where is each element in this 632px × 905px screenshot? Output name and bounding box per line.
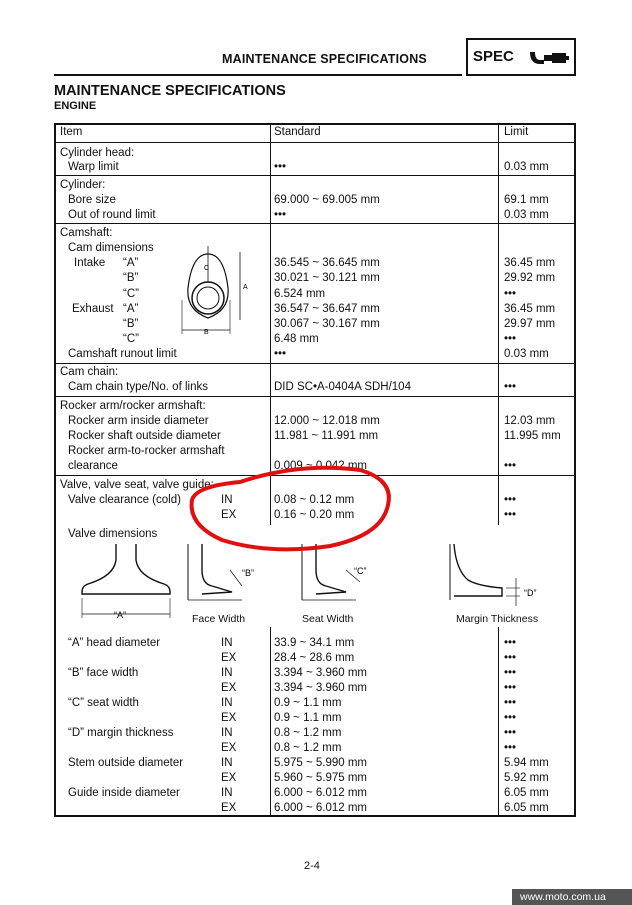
row-standard-value: 69.000 ~ 69.005 mm xyxy=(274,194,380,206)
row-limit-value: ••• xyxy=(504,460,517,472)
row-item-label: Camshaft runout limit xyxy=(68,348,177,360)
row-in-ex-label: EX xyxy=(221,742,237,754)
face-width-label: Face Width xyxy=(192,613,246,625)
row-in-ex-label: IN xyxy=(221,494,233,506)
row-standard-value: 5.975 ~ 5.990 mm xyxy=(274,757,368,769)
row-in-ex-label: EX xyxy=(221,652,237,664)
row-item-label: Cam dimensions xyxy=(68,242,154,254)
cam-label-c: C xyxy=(204,265,210,272)
page-number: 2-4 xyxy=(304,860,320,872)
row-divider xyxy=(56,475,574,476)
row-in-ex-label: EX xyxy=(221,802,237,814)
header-rule xyxy=(54,74,462,76)
row-item-label: “D” margin thickness xyxy=(68,727,174,739)
cam-lobe-diagram xyxy=(178,240,258,340)
watermark-text: www.moto.com.ua xyxy=(520,891,606,903)
row-limit-value: ••• xyxy=(504,333,517,345)
row-item-label: Warp limit xyxy=(68,161,119,173)
row-standard-value: 6.524 mm xyxy=(274,288,326,300)
row-limit-value: ••• xyxy=(504,652,517,664)
row-in-ex-label: EX xyxy=(221,772,237,784)
row-divider xyxy=(56,142,574,143)
row-standard-value: 0.9 ~ 1.1 mm xyxy=(274,697,342,709)
column-header-standard: Standard xyxy=(274,126,321,138)
row-limit-value: 5.94 mm xyxy=(504,757,549,769)
column-header-item: Item xyxy=(60,126,83,138)
row-item-label: Guide inside diameter xyxy=(68,787,180,799)
row-limit-value: ••• xyxy=(504,667,517,679)
row-dimension-label: “A” xyxy=(123,303,139,315)
row-in-ex-label: EX xyxy=(221,682,237,694)
row-item-label: Cam chain: xyxy=(60,366,119,378)
valve-label-b: “B” xyxy=(242,568,254,578)
row-limit-value: 12.03 mm xyxy=(504,415,556,427)
row-standard-value: 30.021 ~ 30.121 mm xyxy=(274,272,380,284)
valve-label-a: “A” xyxy=(114,610,126,620)
row-item-label: Valve, valve seat, valve guide: xyxy=(60,479,214,491)
row-limit-value: ••• xyxy=(504,494,517,506)
row-limit-value: ••• xyxy=(504,727,517,739)
valve-label-d: “D” xyxy=(524,588,537,598)
row-item-label: Out of round limit xyxy=(68,209,156,221)
header-title: MAINTENANCE SPECIFICATIONS xyxy=(222,52,427,66)
row-limit-value: 0.03 mm xyxy=(504,209,549,221)
margin-thickness-diagram xyxy=(444,540,554,610)
row-standard-value: 36.545 ~ 36.645 mm xyxy=(274,257,380,269)
col-divider-2 xyxy=(498,125,499,815)
row-standard-value: 3.394 ~ 3.960 mm xyxy=(274,682,368,694)
row-dimension-label: “A” xyxy=(123,257,139,269)
row-item-label: “B” face width xyxy=(68,667,139,679)
row-divider xyxy=(56,175,574,176)
row-item-label: Rocker arm inside diameter xyxy=(68,415,209,427)
row-limit-value: ••• xyxy=(504,712,517,724)
row-in-ex-label: EX xyxy=(221,712,237,724)
micrometer-icon xyxy=(528,48,570,68)
column-header-limit: Limit xyxy=(504,126,529,138)
row-standard-value: 0.08 ~ 0.12 mm xyxy=(274,494,355,506)
valve-label-c: “C” xyxy=(354,566,367,576)
row-limit-value: 6.05 mm xyxy=(504,802,549,814)
page-title: MAINTENANCE SPECIFICATIONS xyxy=(54,83,286,99)
col-divider-1 xyxy=(270,125,271,815)
row-standard-value: 11.981 ~ 11.991 mm xyxy=(274,430,379,442)
row-item-label: Intake xyxy=(74,257,106,269)
row-limit-value: 69.1 mm xyxy=(504,194,549,206)
row-in-ex-label: IN xyxy=(221,727,233,739)
face-width-diagram xyxy=(182,540,272,610)
row-item-label: clearance xyxy=(68,460,118,472)
row-standard-value: 6.000 ~ 6.012 mm xyxy=(274,787,368,799)
row-limit-value: ••• xyxy=(504,637,517,649)
row-standard-value: 6.48 mm xyxy=(274,333,319,345)
cam-label-b: B xyxy=(204,329,209,336)
row-item-label: “A” head diameter xyxy=(68,637,161,649)
row-standard-value: 0.16 ~ 0.20 mm xyxy=(274,509,355,521)
spec-badge-label: SPEC xyxy=(473,48,514,65)
row-dimension-label: “B” xyxy=(123,272,139,284)
row-item-label: Rocker shaft outside diameter xyxy=(68,430,221,442)
row-item-label: Rocker arm/rocker armshaft: xyxy=(60,400,206,412)
row-in-ex-label: IN xyxy=(221,787,233,799)
row-in-ex-label: EX xyxy=(221,509,237,521)
row-limit-value: ••• xyxy=(504,742,517,754)
cam-label-a: A xyxy=(243,284,248,291)
row-in-ex-label: IN xyxy=(221,637,233,649)
row-limit-value: ••• xyxy=(504,682,517,694)
row-divider xyxy=(56,396,574,397)
row-limit-value: 0.03 mm xyxy=(504,348,549,360)
seat-width-diagram xyxy=(296,540,386,610)
row-divider xyxy=(56,223,574,224)
section-title: ENGINE xyxy=(54,100,97,112)
row-standard-value: ••• xyxy=(274,161,287,173)
row-item-label: Valve dimensions xyxy=(68,528,158,540)
row-item-label: Exhaust xyxy=(72,303,114,315)
row-standard-value: ••• xyxy=(274,209,287,221)
row-standard-value: ••• xyxy=(274,348,287,360)
row-standard-value: 0.8 ~ 1.2 mm xyxy=(274,742,342,754)
row-standard-value: 28.4 ~ 28.6 mm xyxy=(274,652,355,664)
row-item-label: Cam chain type/No. of links xyxy=(68,381,208,393)
row-standard-value: 0.9 ~ 1.1 mm xyxy=(274,712,342,724)
row-standard-value: 12.000 ~ 12.018 mm xyxy=(274,415,380,427)
row-in-ex-label: IN xyxy=(221,697,233,709)
row-dimension-label: “B” xyxy=(123,318,139,330)
row-limit-value: ••• xyxy=(504,288,517,300)
row-limit-value: 36.45 mm xyxy=(504,303,556,315)
row-item-label: Rocker arm-to-rocker armshaft xyxy=(68,445,225,457)
row-item-label: Camshaft: xyxy=(60,227,113,239)
row-in-ex-label: IN xyxy=(221,667,233,679)
row-item-label: Stem outside diameter xyxy=(68,757,184,769)
seat-width-label: Seat Width xyxy=(302,613,354,625)
row-standard-value: 0.009 ~ 0.042 mm xyxy=(274,460,368,472)
row-limit-value: 11.995 mm xyxy=(504,430,561,442)
row-standard-value: 0.8 ~ 1.2 mm xyxy=(274,727,342,739)
row-standard-value: 30.067 ~ 30.167 mm xyxy=(274,318,380,330)
row-item-label: Valve clearance (cold) xyxy=(68,494,181,506)
row-limit-value: ••• xyxy=(504,697,517,709)
row-dimension-label: “C” xyxy=(123,333,139,345)
row-item-label: Bore size xyxy=(68,194,116,206)
row-standard-value: 33.9 ~ 34.1 mm xyxy=(274,637,355,649)
row-limit-value: 0.03 mm xyxy=(504,161,549,173)
spec-badge xyxy=(466,38,576,76)
margin-thickness-label: Margin Thickness xyxy=(456,613,539,625)
row-standard-value: 6.000 ~ 6.012 mm xyxy=(274,802,368,814)
row-limit-value: 29.97 mm xyxy=(504,318,556,330)
row-standard-value: DID SC•A-0404A SDH/104 xyxy=(274,381,411,393)
row-in-ex-label: IN xyxy=(221,757,233,769)
row-limit-value: 5.92 mm xyxy=(504,772,549,784)
row-item-label: Cylinder: xyxy=(60,179,106,191)
row-item-label: “C” seat width xyxy=(68,697,139,709)
row-standard-value: 36.547 ~ 36.647 mm xyxy=(274,303,380,315)
row-limit-value: ••• xyxy=(504,509,517,521)
row-limit-value: 29.92 mm xyxy=(504,272,556,284)
row-standard-value: 3.394 ~ 3.960 mm xyxy=(274,667,368,679)
row-limit-value: 36.45 mm xyxy=(504,257,556,269)
valve-head-diagram xyxy=(76,540,176,620)
row-limit-value: 6.05 mm xyxy=(504,787,549,799)
row-limit-value: ••• xyxy=(504,381,517,393)
row-divider xyxy=(56,363,574,364)
row-item-label: Cylinder head: xyxy=(60,147,135,159)
row-standard-value: 5.960 ~ 5.975 mm xyxy=(274,772,368,784)
row-dimension-label: “C” xyxy=(123,288,139,300)
